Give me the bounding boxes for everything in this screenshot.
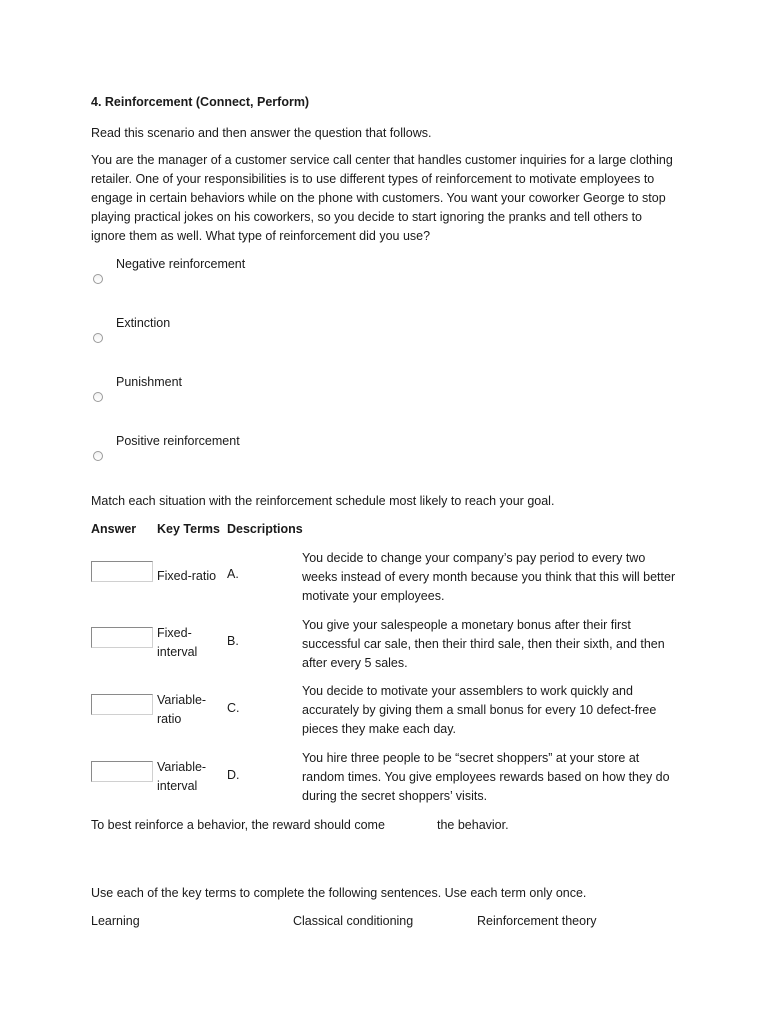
- answer-input-variable-ratio[interactable]: [91, 694, 153, 715]
- answer-input-fixed-ratio[interactable]: [91, 561, 153, 582]
- question-title: 4. Reinforcement (Connect, Perform): [91, 95, 310, 109]
- key-term-reinforcement-theory: Reinforcement theory: [477, 914, 597, 928]
- letter-a: A.: [227, 567, 239, 581]
- term-fixed-interval: Fixed-interval: [157, 626, 198, 659]
- term-variable-interval: Variable-interval: [157, 760, 207, 793]
- description-a: You decide to change your company’s pay period to every two weeks instead of every month because you think that this will better motivate your employees.: [302, 551, 676, 603]
- option-radio-punishment[interactable]: [93, 392, 103, 402]
- option-label-positive-reinforcement: Positive reinforcement: [116, 434, 240, 448]
- header-answer: Answer: [91, 522, 137, 536]
- scenario-text: You are the manager of a customer service call center that handles customer inquiries for a large clothing retailer. One of your responsibilities is to use different types of reinforcement to motivate employees to engage in certain behaviors while on the phone with customers. You want your coworker George to stop playing practical jokes on his coworkers, so you decide to start ignoring the pranks and tell others to ignore them as well. What type of reinforcement did you use?: [91, 153, 673, 243]
- key-term-learning: Learning: [91, 914, 140, 928]
- option-radio-extinction[interactable]: [93, 333, 103, 343]
- option-label-extinction: Extinction: [116, 316, 171, 330]
- term-fixed-ratio: Fixed-ratio: [157, 569, 217, 583]
- description-b: You give your salespeople a monetary bonus after their first successful car sale, then their third sale, then their sixth, and then after every 5 sales.: [302, 618, 665, 670]
- letter-b: B.: [227, 634, 239, 648]
- answer-input-variable-interval[interactable]: [91, 761, 153, 782]
- description-c: You decide to motivate your assemblers to work quickly and accurately by giving them a small bonus for every 10 defect-free pieces they make each day.: [302, 684, 657, 736]
- description-d: You hire three people to be “secret shoppers” at your store at random times. You give employees rewards based on how they do during the secret shoppers’ visits.: [302, 751, 670, 803]
- answer-input-fixed-interval[interactable]: [91, 627, 153, 648]
- header-descriptions: Descriptions: [227, 522, 303, 536]
- option-label-negative-reinforcement: Negative reinforcement: [116, 257, 246, 271]
- letter-c: C.: [227, 701, 240, 715]
- key-term-classical-conditioning: Classical conditioning: [293, 914, 414, 928]
- fill-blank-after: the behavior.: [437, 818, 509, 832]
- header-key-terms: Key Terms: [157, 522, 220, 536]
- letter-d: D.: [227, 768, 240, 782]
- key-terms-instruction: Use each of the key terms to complete the following sentences. Use each term only once.: [91, 886, 587, 900]
- fill-blank-before: To best reinforce a behavior, the reward should come: [91, 818, 385, 832]
- option-radio-negative-reinforcement[interactable]: [93, 274, 103, 284]
- instruction-text: Read this scenario and then answer the question that follows.: [91, 126, 432, 140]
- option-radio-positive-reinforcement[interactable]: [93, 451, 103, 461]
- match-instruction: Match each situation with the reinforcement schedule most likely to reach your goal.: [91, 494, 555, 508]
- option-label-punishment: Punishment: [116, 375, 183, 389]
- term-variable-ratio: Variable-ratio: [157, 693, 207, 726]
